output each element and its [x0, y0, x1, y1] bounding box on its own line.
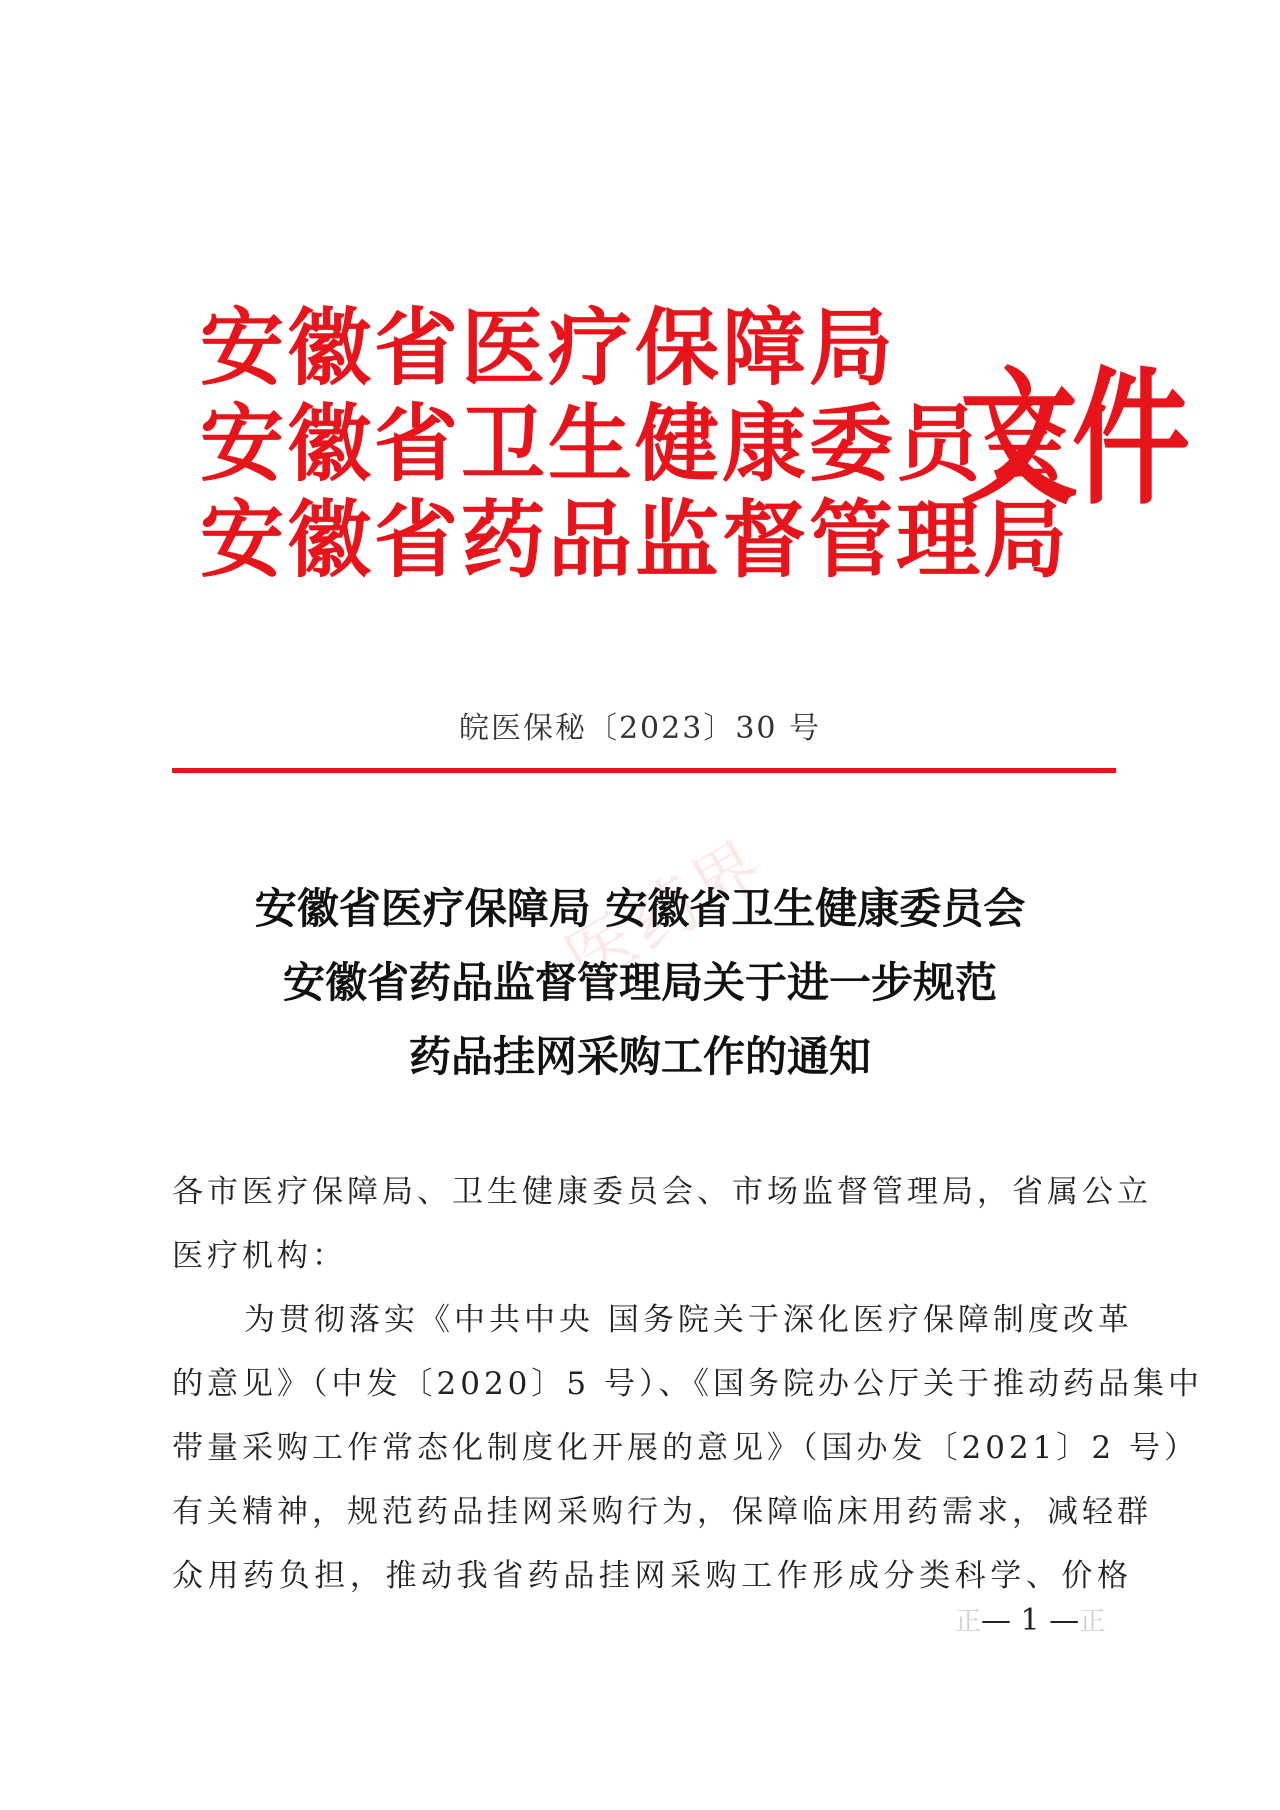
footer-left-mark: 正 [955, 1607, 982, 1637]
body-line-addressees-end: 医疗机构： [172, 1238, 347, 1274]
title-line: 药品挂网采购工作的通知 [408, 1032, 871, 1081]
body-line-addressees: 各市医疗保障局、卫生健康委员会、市场监督管理局，省属公立 [172, 1174, 1152, 1210]
document-title [0, 872, 1280, 1094]
body-line: 有关精神，规范药品挂网采购行为，保障临床用药需求，减轻群 [172, 1494, 1152, 1530]
document-body [172, 1160, 1203, 1608]
body-line: 的意见》（中发〔2020〕5 号）、《国务院办公厅关于推动药品集中 [172, 1366, 1203, 1402]
letterhead-document-word: 文件 [960, 351, 1185, 525]
body-line: 为贯彻落实《中共中央 国务院关于深化医疗保障制度改革 [244, 1302, 1133, 1338]
issuer-medical-security-bureau: 安徽省医疗保障局 [200, 298, 897, 397]
body-line: 众用药负担，推动我省药品挂网采购工作形成分类科学、价格 [172, 1558, 1132, 1594]
body-line: 带量采购工作常态化制度化开展的意见》（国办发〔2021〕2 号） [172, 1430, 1199, 1466]
page-number: — 1 — [981, 1603, 1080, 1638]
footer-right-mark: 正 [1079, 1607, 1106, 1637]
title-line: 安徽省药品监督管理局关于进一步规范 [282, 958, 997, 1007]
issuer-health-commission: 安徽省卫生健康委员会 [200, 394, 1071, 493]
red-divider-line [172, 768, 1116, 773]
document-number: 皖医保秘〔2023〕30 号 [458, 711, 822, 746]
watermark: 医药界 [552, 825, 780, 1002]
title-line: 安徽省医疗保障局 安徽省卫生健康委员会 [254, 884, 1026, 933]
issuer-drug-administration: 安徽省药品监督管理局 [200, 490, 1071, 589]
letterhead-issuers [200, 298, 1071, 589]
page-footer [955, 1601, 1105, 1638]
